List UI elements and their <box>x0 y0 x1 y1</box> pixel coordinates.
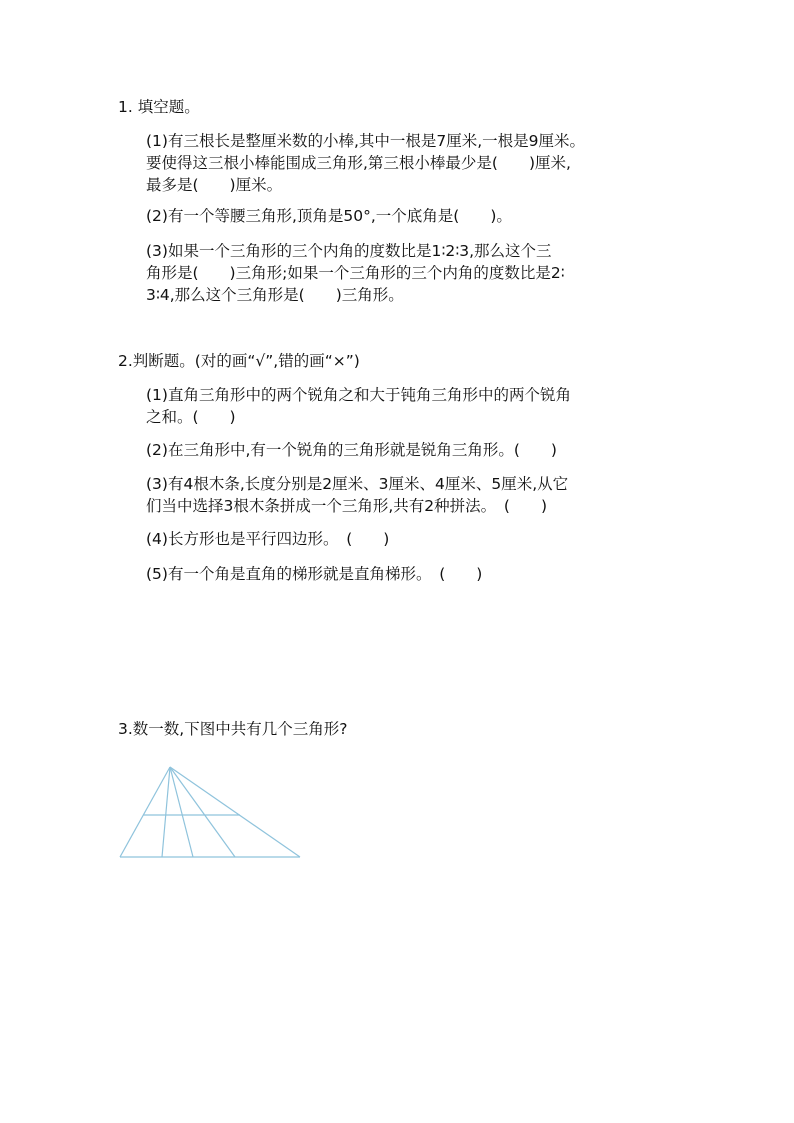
question-line: (3)如果一个三角形的三个内角的度数比是1∶2∶3,那么这个三 <box>146 242 552 260</box>
question-2-2 <box>146 439 686 461</box>
question-line: (4)长方形也是平行四边形。 ( ) <box>146 530 390 548</box>
section-1-title: 1. 填空题。 <box>118 98 200 116</box>
question-line: 最多是( )厘米。 <box>146 176 283 194</box>
section-2-title: 2.判断题。(对的画“√”,错的画“×”) <box>118 352 360 370</box>
question-line: (3)有4根木条,长度分别是2厘米、3厘米、4厘米、5厘米,从它 <box>146 475 569 493</box>
question-line: 角形是( )三角形;如果一个三角形的三个内角的度数比是2∶ <box>146 264 565 282</box>
question-2-4 <box>146 528 686 550</box>
question-line: 3∶4,那么这个三角形是( )三角形。 <box>146 286 404 304</box>
triangle-diagram-icon <box>115 760 310 865</box>
question-1-3 <box>146 240 686 306</box>
question-line: (2)有一个等腰三角形,顶角是50°,一个底角是( )。 <box>146 207 512 225</box>
question-line: (1)有三根长是整厘米数的小棒,其中一根是7厘米,一根是9厘米。 <box>146 132 586 150</box>
question-line: 们当中选择3根木条拼成一个三角形,共有2种拼法。 ( ) <box>146 497 547 515</box>
question-line: 之和。( ) <box>146 408 236 426</box>
question-2-5 <box>146 563 686 585</box>
question-2-1 <box>146 384 686 428</box>
question-2-3 <box>146 473 686 517</box>
triangle-ray <box>170 767 235 857</box>
triangle-edge-left <box>120 767 170 857</box>
section-3-title: 3.数一数,下图中共有几个三角形? <box>118 720 348 738</box>
question-line: (1)直角三角形中的两个锐角之和大于钝角三角形中的两个锐角 <box>146 386 571 404</box>
question-line: 要使得这三根小棒能围成三角形,第三根小棒最少是( )厘米, <box>146 154 571 172</box>
question-line: (2)在三角形中,有一个锐角的三角形就是锐角三角形。( ) <box>146 441 557 459</box>
question-line: (5)有一个角是直角的梯形就是直角梯形。 ( ) <box>146 565 483 583</box>
question-1-1 <box>146 130 686 196</box>
triangle-diagram <box>115 760 310 869</box>
question-1-2 <box>146 205 686 227</box>
triangle-ray <box>162 767 170 857</box>
